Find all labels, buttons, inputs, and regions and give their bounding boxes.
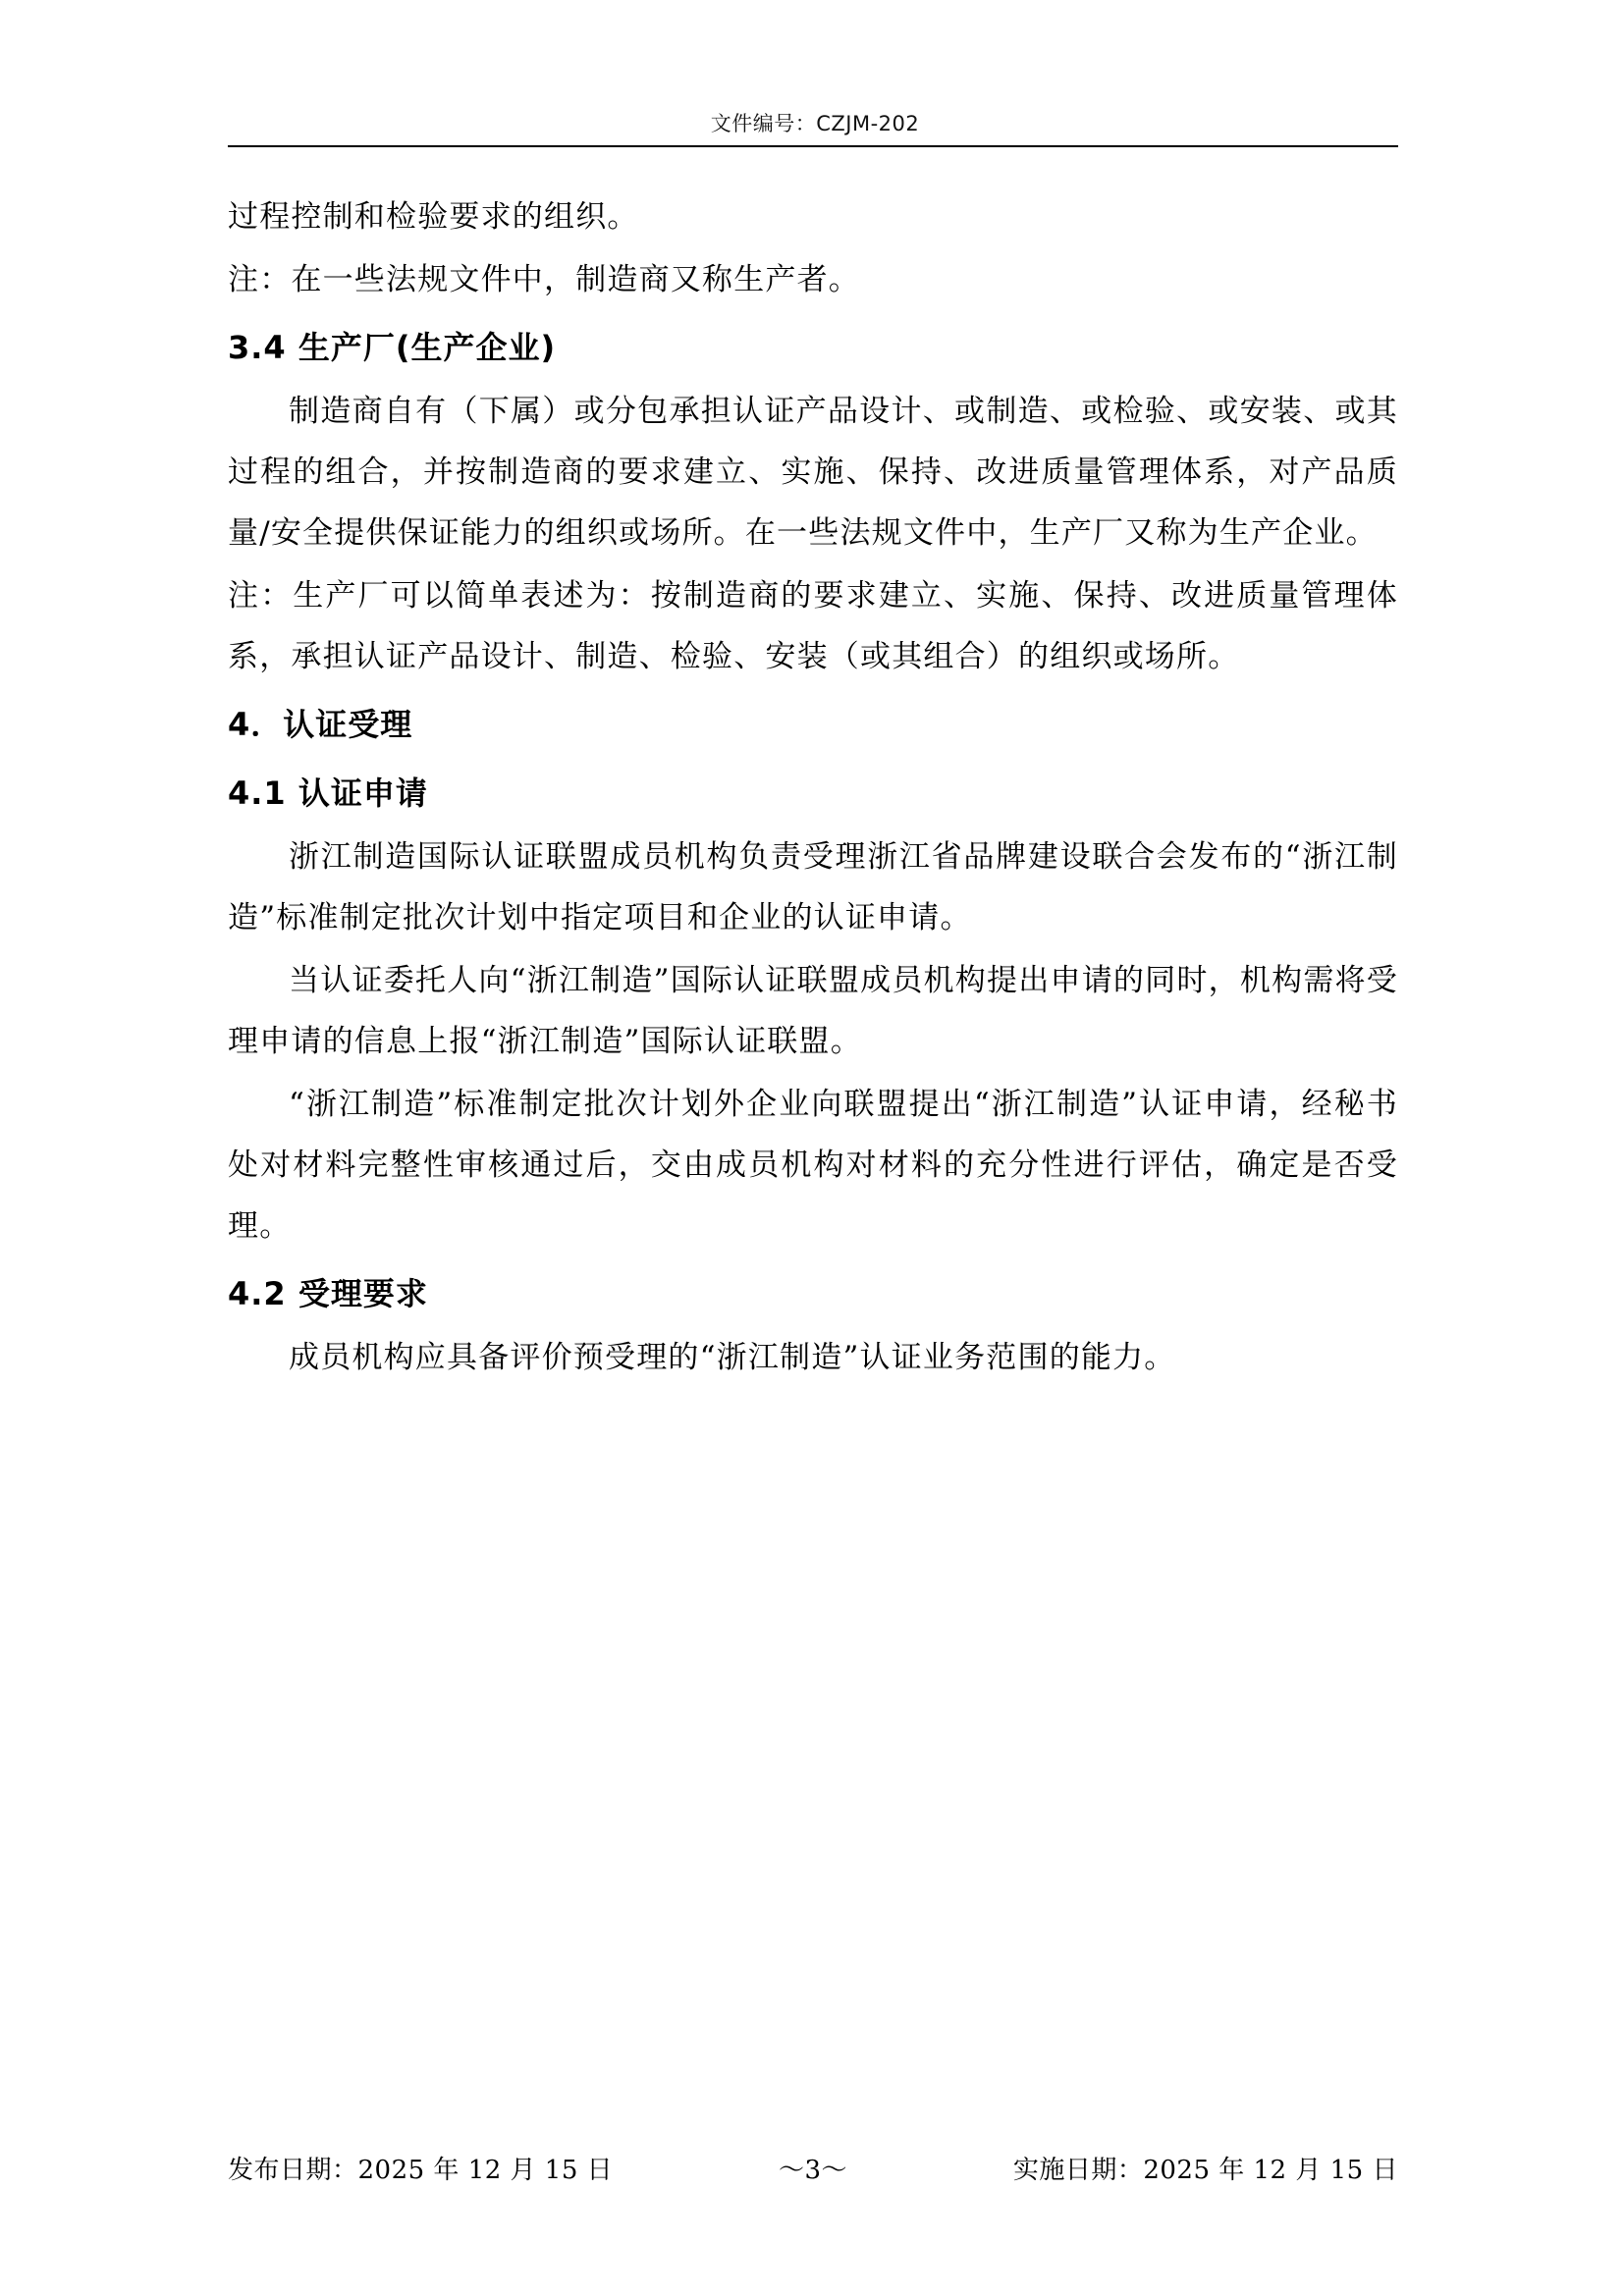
paragraph: 过程控制和检验要求的组织。 — [228, 199, 639, 235]
section-heading-4: 4．认证受理 — [228, 706, 413, 743]
header-divider — [228, 145, 1398, 147]
section-heading-4-2: 4.2 受理要求 — [228, 1275, 428, 1312]
paragraph: 当认证委托人向“浙江制造”国际认证联盟成员机构提出申请的同时，机构需将受理申请的信息上报“浙江制造”国际认证联盟。 — [228, 963, 1398, 1059]
page-header: 文件编号：CZJM-202 — [710, 112, 920, 135]
footer-effective-date: 实施日期：2025 年 12 月 15 日 — [1012, 2156, 1398, 2185]
section-heading-3-4: 3.4 生产厂(生产企业) — [228, 329, 557, 366]
paragraph: 制造商自有（下属）或分包承担认证产品设计、或制造、或检验、或安装、或其过程的组合，并按制造商的要求建立、实施、保持、改进质量管理体系，对产品质量/安全提供保证能力的组织或场所。在一些法规文件中，生产厂又称为生产企业。 — [228, 394, 1398, 551]
paragraph-note: 注：在一些法规文件中，制造商又称生产者。 — [228, 262, 860, 297]
paragraph: “浙江制造”标准制定批次计划外企业向联盟提出“浙江制造”认证申请，经秘书处对材料完整性审核通过后，交由成员机构对材料的充分性进行评估，确定是否受理。 — [228, 1087, 1398, 1244]
document-body — [228, 187, 1398, 1390]
section-heading-4-1: 4.1 认证申请 — [228, 774, 428, 812]
paragraph-note: 注：生产厂可以简单表述为：按制造商的要求建立、实施、保持、改进质量管理体系，承担认证产品设计、制造、检验、安装（或其组合）的组织或场所。 — [228, 578, 1398, 674]
footer-issue-date: 发布日期：2025 年 12 月 15 日 — [228, 2156, 614, 2185]
page-footer — [228, 2150, 1398, 2186]
footer-page-number: ～3～ — [778, 2156, 848, 2185]
paragraph: 成员机构应具备评价预受理的“浙江制造”认证业务范围的能力。 — [289, 1340, 1176, 1375]
paragraph: 浙江制造国际认证联盟成员机构负责受理浙江省品牌建设联合会发布的“浙江制造”标准制定批次计划中指定项目和企业的认证申请。 — [228, 839, 1398, 935]
